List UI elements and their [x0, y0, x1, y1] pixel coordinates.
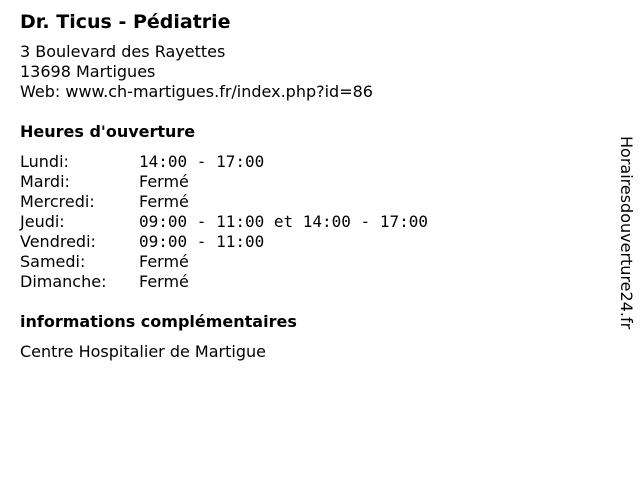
day-hours: 14:00 - 17:00: [139, 152, 265, 171]
day-label: Samedi:: [20, 252, 86, 271]
day-label: Lundi:: [20, 152, 69, 171]
hours-row-saturday: [20, 252, 580, 272]
hours-row-tuesday: [20, 172, 580, 192]
hours-row-wednesday: [20, 192, 580, 212]
day-hours: Fermé: [139, 272, 189, 291]
hours-row-sunday: [20, 272, 580, 292]
additional-info-heading: informations complémentaires: [20, 312, 297, 331]
additional-info-text: Centre Hospitalier de Martigue: [20, 342, 266, 361]
day-label: Mardi:: [20, 172, 70, 191]
opening-hours-table: [20, 152, 580, 292]
hours-row-thursday: [20, 212, 580, 232]
hours-row-friday: [20, 232, 580, 252]
day-hours: Fermé: [139, 172, 189, 191]
day-label: Jeudi:: [20, 212, 65, 231]
hours-row-monday: [20, 152, 580, 172]
watermark-text: Horairesdouverture24.fr: [617, 136, 636, 330]
address-city: 13698 Martigues: [20, 62, 156, 81]
day-hours: Fermé: [139, 252, 189, 271]
content: [20, 8, 580, 362]
day-label: Vendredi:: [20, 232, 96, 251]
day-label: Mercredi:: [20, 192, 95, 211]
opening-hours-heading: Heures d'ouverture: [20, 122, 196, 141]
address-street: 3 Boulevard des Rayettes: [20, 42, 226, 61]
day-hours: Fermé: [139, 192, 189, 211]
day-hours: 09:00 - 11:00 et 14:00 - 17:00: [139, 212, 428, 231]
address-web: Web: www.ch-martigues.fr/index.php?id=86: [20, 82, 373, 101]
watermark: [612, 136, 638, 346]
page-title: Dr. Ticus - Pédiatrie: [20, 11, 231, 33]
day-hours: 09:00 - 11:00: [139, 232, 265, 251]
day-label: Dimanche:: [20, 272, 107, 291]
